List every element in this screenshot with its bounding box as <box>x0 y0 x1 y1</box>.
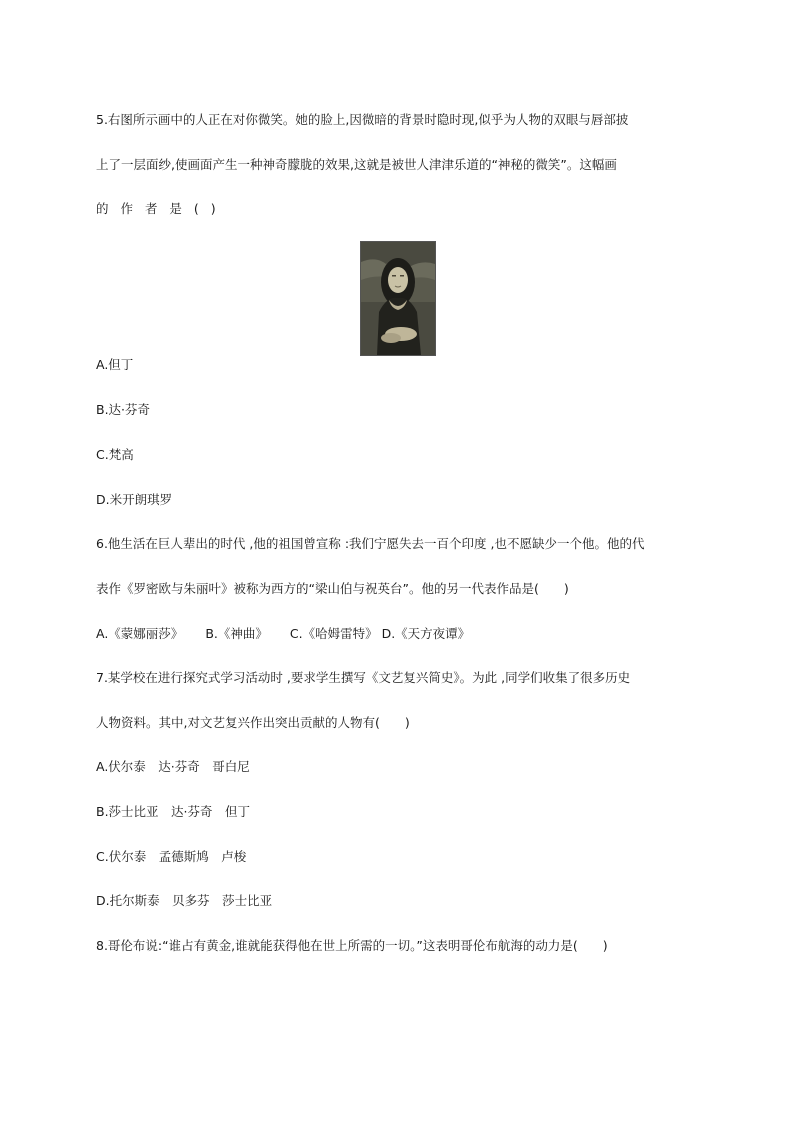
q6-stem-line-1: 6.他生活在巨人辈出的时代 ,他的祖国曾宣称 :我们宁愿失去一百个印度 ,也不愿缺少一个他。他的代 <box>96 536 645 551</box>
q6-stem-line-2: 表作《罗密欧与朱丽叶》被称为西方的“梁山伯与祝英台”。他的另一代表作品是( ) <box>96 581 569 596</box>
q7-stem-line-2: 人物资料。其中,对文艺复兴作出突出贡献的人物有( ) <box>96 715 410 730</box>
q5-stem-line-3: 的 作 者 是 ( ) <box>96 201 220 216</box>
q5-stem-line-2: 上了一层面纱,使画面产生一种神奇朦胧的效果,这就是被世人津津乐道的“神秘的微笑”。这幅画 <box>96 157 617 172</box>
q6-option-c: C.《哈姆雷特》 <box>289 626 378 641</box>
q5-stem-line-1: 5.右图所示画中的人正在对你微笑。她的脸上,因微暗的背景时隐时现,似乎为人物的双眼与唇部披 <box>96 112 629 127</box>
q6-option-a: A.《蒙娜丽莎》 <box>96 626 184 641</box>
q7-option-b: B.莎士比亚 达·芬奇 但丁 <box>96 804 251 819</box>
q5-option-d: D.米开朗琪罗 <box>96 492 173 507</box>
q6-option-b: B.《神曲》 <box>205 626 268 641</box>
q7-stem-line-1: 7.某学校在进行探究式学习活动时 ,要求学生撰写《文艺复兴简史》。为此 ,同学们收集了很多历史 <box>96 670 631 685</box>
q6-options-row <box>96 626 492 642</box>
q7-option-c: C.伏尔泰 孟德斯鸠 卢梭 <box>96 849 247 864</box>
q7-option-a: A.伏尔泰 达·芬奇 哥白尼 <box>96 759 250 774</box>
q5-option-c: C.梵高 <box>96 447 134 462</box>
mona-lisa-painting-image <box>360 241 436 356</box>
q7-option-d: D.托尔斯泰 贝多芬 莎士比亚 <box>96 893 273 908</box>
q5-option-a: A.但丁 <box>96 357 134 372</box>
q8-stem-line-1: 8.哥伦布说:“谁占有黄金,谁就能获得他在世上所需的一切。”这表明哥伦布航海的动力是( ) <box>96 938 608 953</box>
q5-option-b: B.达·芬奇 <box>96 402 151 417</box>
q6-option-d: D.《天方夜谭》 <box>381 626 471 641</box>
